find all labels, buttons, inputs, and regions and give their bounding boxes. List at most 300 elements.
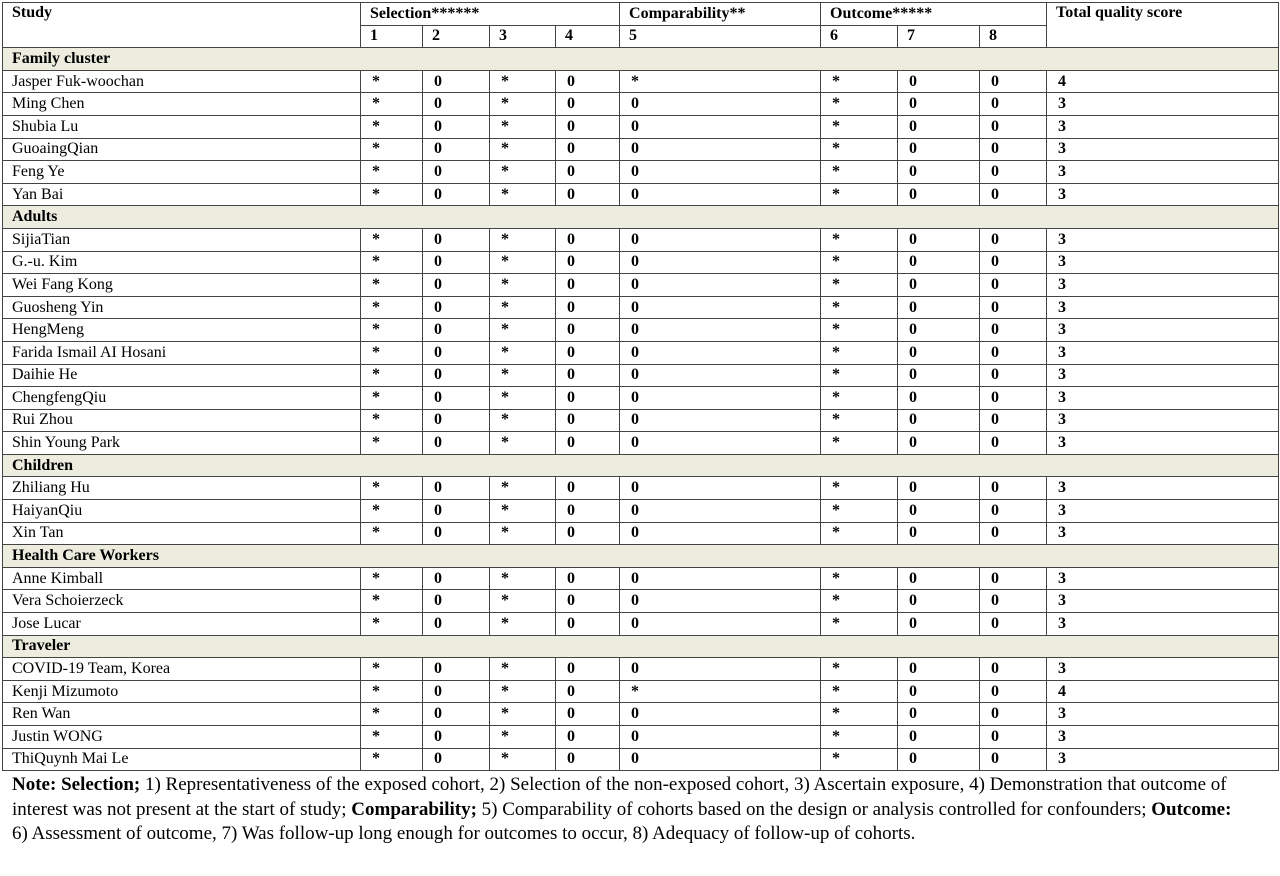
criterion-2-cell: 0 <box>423 748 490 771</box>
criterion-5-cell: 0 <box>620 387 821 410</box>
table-row <box>3 432 1279 455</box>
criterion-4-cell: 0 <box>556 522 620 545</box>
criterion-8-cell: 0 <box>980 364 1047 387</box>
table-row <box>3 183 1279 206</box>
criterion-5-cell: 0 <box>620 613 821 636</box>
criterion-8-cell: 0 <box>980 183 1047 206</box>
criterion-1-cell: * <box>361 409 423 432</box>
criterion-2-cell: 0 <box>423 613 490 636</box>
criterion-7-cell: 0 <box>898 228 980 251</box>
group-row <box>3 48 1279 71</box>
criterion-1-cell: * <box>361 93 423 116</box>
criterion-6-cell: * <box>821 432 898 455</box>
criterion-3-cell: * <box>490 364 556 387</box>
subheader-5: 5 <box>620 25 821 48</box>
table-row <box>3 364 1279 387</box>
total-score-cell: 3 <box>1047 274 1279 297</box>
criterion-2-cell: 0 <box>423 500 490 523</box>
total-score-cell: 3 <box>1047 364 1279 387</box>
criterion-3-cell: * <box>490 613 556 636</box>
criterion-8-cell: 0 <box>980 613 1047 636</box>
criterion-8-cell: 0 <box>980 726 1047 749</box>
criterion-1-cell: * <box>361 432 423 455</box>
table-row <box>3 296 1279 319</box>
criterion-8-cell: 0 <box>980 228 1047 251</box>
criterion-5-cell: 0 <box>620 409 821 432</box>
criterion-7-cell: 0 <box>898 70 980 93</box>
criterion-3-cell: * <box>490 319 556 342</box>
criterion-7-cell: 0 <box>898 319 980 342</box>
study-name: Wei Fang Kong <box>3 274 361 297</box>
criterion-2-cell: 0 <box>423 228 490 251</box>
study-name: Anne Kimball <box>3 567 361 590</box>
criterion-8-cell: 0 <box>980 319 1047 342</box>
criterion-7-cell: 0 <box>898 138 980 161</box>
criterion-1-cell: * <box>361 613 423 636</box>
criterion-6-cell: * <box>821 477 898 500</box>
criterion-7-cell: 0 <box>898 658 980 681</box>
criterion-2-cell: 0 <box>423 115 490 138</box>
criterion-6-cell: * <box>821 183 898 206</box>
criterion-7-cell: 0 <box>898 432 980 455</box>
group-label: Traveler <box>3 635 1279 658</box>
criterion-3-cell: * <box>490 138 556 161</box>
criterion-4-cell: 0 <box>556 567 620 590</box>
criterion-4-cell: 0 <box>556 703 620 726</box>
criterion-5-cell: 0 <box>620 567 821 590</box>
criterion-2-cell: 0 <box>423 680 490 703</box>
criterion-3-cell: * <box>490 658 556 681</box>
total-score-cell: 3 <box>1047 228 1279 251</box>
criterion-8-cell: 0 <box>980 409 1047 432</box>
criterion-6-cell: * <box>821 251 898 274</box>
criterion-6-cell: * <box>821 680 898 703</box>
criterion-1-cell: * <box>361 296 423 319</box>
study-name: Shubia Lu <box>3 115 361 138</box>
study-name: ThiQuynh Mai Le <box>3 748 361 771</box>
criterion-1-cell: * <box>361 590 423 613</box>
criterion-3-cell: * <box>490 251 556 274</box>
criterion-6-cell: * <box>821 703 898 726</box>
criterion-4-cell: 0 <box>556 387 620 410</box>
criterion-5-cell: 0 <box>620 500 821 523</box>
criterion-3-cell: * <box>490 161 556 184</box>
criterion-1-cell: * <box>361 703 423 726</box>
criterion-3-cell: * <box>490 70 556 93</box>
criterion-2-cell: 0 <box>423 387 490 410</box>
total-score-cell: 3 <box>1047 138 1279 161</box>
table-row <box>3 70 1279 93</box>
header-total-quality-score: Total quality score <box>1047 3 1279 48</box>
header-selection: Selection****** <box>361 3 620 26</box>
criterion-7-cell: 0 <box>898 341 980 364</box>
criterion-6-cell: * <box>821 93 898 116</box>
criterion-6-cell: * <box>821 409 898 432</box>
criterion-6-cell: * <box>821 500 898 523</box>
criterion-4-cell: 0 <box>556 183 620 206</box>
total-score-cell: 3 <box>1047 522 1279 545</box>
group-row <box>3 635 1279 658</box>
criterion-1-cell: * <box>361 115 423 138</box>
table-row <box>3 161 1279 184</box>
table-row <box>3 590 1279 613</box>
criterion-5-cell: 0 <box>620 251 821 274</box>
group-label: Adults <box>3 206 1279 229</box>
criterion-2-cell: 0 <box>423 567 490 590</box>
study-name: HengMeng <box>3 319 361 342</box>
subheader-1: 1 <box>361 25 423 48</box>
criterion-1-cell: * <box>361 138 423 161</box>
criterion-1-cell: * <box>361 477 423 500</box>
criterion-8-cell: 0 <box>980 703 1047 726</box>
note-comparability-text: 5) Comparability of cohorts based on the design or analysis controlled for confounders; <box>476 798 1152 820</box>
criterion-6-cell: * <box>821 748 898 771</box>
criterion-6-cell: * <box>821 658 898 681</box>
criterion-4-cell: 0 <box>556 274 620 297</box>
table-row <box>3 274 1279 297</box>
study-name: Feng Ye <box>3 161 361 184</box>
criterion-4-cell: 0 <box>556 228 620 251</box>
criterion-7-cell: 0 <box>898 364 980 387</box>
total-score-cell: 3 <box>1047 726 1279 749</box>
study-name: SijiaTian <box>3 228 361 251</box>
criterion-3-cell: * <box>490 341 556 364</box>
criterion-5-cell: * <box>620 70 821 93</box>
total-score-cell: 3 <box>1047 251 1279 274</box>
criterion-2-cell: 0 <box>423 364 490 387</box>
criterion-8-cell: 0 <box>980 477 1047 500</box>
criterion-7-cell: 0 <box>898 251 980 274</box>
criterion-7-cell: 0 <box>898 613 980 636</box>
criterion-3-cell: * <box>490 274 556 297</box>
criterion-2-cell: 0 <box>423 341 490 364</box>
criterion-8-cell: 0 <box>980 522 1047 545</box>
subheader-7: 7 <box>898 25 980 48</box>
criterion-1-cell: * <box>361 567 423 590</box>
criterion-2-cell: 0 <box>423 93 490 116</box>
table-row <box>3 409 1279 432</box>
criterion-8-cell: 0 <box>980 658 1047 681</box>
criterion-1-cell: * <box>361 228 423 251</box>
note-selection-label: Selection; <box>61 774 141 796</box>
criterion-1-cell: * <box>361 726 423 749</box>
study-name: Rui Zhou <box>3 409 361 432</box>
criterion-5-cell: 0 <box>620 658 821 681</box>
criterion-8-cell: 0 <box>980 567 1047 590</box>
criterion-3-cell: * <box>490 296 556 319</box>
group-row <box>3 206 1279 229</box>
total-score-cell: 3 <box>1047 590 1279 613</box>
criterion-1-cell: * <box>361 341 423 364</box>
table-row <box>3 341 1279 364</box>
study-name: Daihie He <box>3 364 361 387</box>
total-score-cell: 3 <box>1047 613 1279 636</box>
criterion-4-cell: 0 <box>556 251 620 274</box>
criterion-5-cell: 0 <box>620 138 821 161</box>
total-score-cell: 3 <box>1047 296 1279 319</box>
criterion-5-cell: 0 <box>620 703 821 726</box>
criterion-3-cell: * <box>490 522 556 545</box>
criterion-1-cell: * <box>361 319 423 342</box>
criterion-7-cell: 0 <box>898 477 980 500</box>
criterion-6-cell: * <box>821 590 898 613</box>
criterion-1-cell: * <box>361 183 423 206</box>
study-name: Kenji Mizumoto <box>3 680 361 703</box>
criterion-3-cell: * <box>490 748 556 771</box>
header-row <box>3 3 1279 26</box>
criterion-6-cell: * <box>821 228 898 251</box>
criterion-7-cell: 0 <box>898 296 980 319</box>
criterion-5-cell: 0 <box>620 477 821 500</box>
table-row <box>3 613 1279 636</box>
criterion-1-cell: * <box>361 680 423 703</box>
note-selection-text: 1) Representativeness of the exposed cohort, 2) Selection of the non-exposed cohort, 3) Ascertain exposure, 4) Demonstration that outcome of interest was not present at the start of study; <box>12 774 1227 820</box>
criterion-7-cell: 0 <box>898 183 980 206</box>
criterion-1-cell: * <box>361 748 423 771</box>
criterion-7-cell: 0 <box>898 680 980 703</box>
criterion-2-cell: 0 <box>423 522 490 545</box>
criterion-1-cell: * <box>361 274 423 297</box>
table-row <box>3 319 1279 342</box>
criterion-1-cell: * <box>361 251 423 274</box>
study-name: Jasper Fuk-woochan <box>3 70 361 93</box>
criterion-6-cell: * <box>821 161 898 184</box>
criterion-7-cell: 0 <box>898 703 980 726</box>
study-name: Ming Chen <box>3 93 361 116</box>
study-name: G.-u. Kim <box>3 251 361 274</box>
criterion-2-cell: 0 <box>423 183 490 206</box>
criterion-7-cell: 0 <box>898 500 980 523</box>
table-row <box>3 115 1279 138</box>
criterion-5-cell: * <box>620 680 821 703</box>
group-row <box>3 545 1279 568</box>
note-label: Note: <box>12 774 57 796</box>
total-score-cell: 3 <box>1047 432 1279 455</box>
criterion-6-cell: * <box>821 296 898 319</box>
criterion-1-cell: * <box>361 387 423 410</box>
criterion-1-cell: * <box>361 658 423 681</box>
study-name: Vera Schoierzeck <box>3 590 361 613</box>
header-outcome: Outcome***** <box>821 3 1047 26</box>
table-row <box>3 251 1279 274</box>
criterion-8-cell: 0 <box>980 590 1047 613</box>
total-score-cell: 3 <box>1047 500 1279 523</box>
table-row <box>3 228 1279 251</box>
study-name: Jose Lucar <box>3 613 361 636</box>
header-study: Study <box>3 3 361 48</box>
criterion-7-cell: 0 <box>898 726 980 749</box>
table-row <box>3 500 1279 523</box>
criterion-4-cell: 0 <box>556 726 620 749</box>
criterion-5-cell: 0 <box>620 161 821 184</box>
study-name: Farida Ismail AI Hosani <box>3 341 361 364</box>
criterion-1-cell: * <box>361 161 423 184</box>
criterion-5-cell: 0 <box>620 296 821 319</box>
study-name: GuoaingQian <box>3 138 361 161</box>
criterion-5-cell: 0 <box>620 319 821 342</box>
total-score-cell: 3 <box>1047 115 1279 138</box>
criterion-6-cell: * <box>821 341 898 364</box>
criterion-4-cell: 0 <box>556 590 620 613</box>
criterion-2-cell: 0 <box>423 138 490 161</box>
total-score-cell: 3 <box>1047 703 1279 726</box>
criterion-6-cell: * <box>821 70 898 93</box>
group-label: Children <box>3 454 1279 477</box>
criterion-7-cell: 0 <box>898 522 980 545</box>
criterion-7-cell: 0 <box>898 748 980 771</box>
table-row <box>3 567 1279 590</box>
total-score-cell: 3 <box>1047 387 1279 410</box>
criterion-2-cell: 0 <box>423 726 490 749</box>
criterion-8-cell: 0 <box>980 341 1047 364</box>
criterion-8-cell: 0 <box>980 93 1047 116</box>
criterion-8-cell: 0 <box>980 500 1047 523</box>
study-name: Xin Tan <box>3 522 361 545</box>
criterion-3-cell: * <box>490 228 556 251</box>
criterion-5-cell: 0 <box>620 93 821 116</box>
study-name: Shin Young Park <box>3 432 361 455</box>
criterion-8-cell: 0 <box>980 274 1047 297</box>
group-label: Family cluster <box>3 48 1279 71</box>
total-score-cell: 3 <box>1047 93 1279 116</box>
criterion-4-cell: 0 <box>556 115 620 138</box>
criterion-5-cell: 0 <box>620 274 821 297</box>
total-score-cell: 3 <box>1047 748 1279 771</box>
criterion-4-cell: 0 <box>556 409 620 432</box>
criterion-3-cell: * <box>490 680 556 703</box>
criterion-7-cell: 0 <box>898 409 980 432</box>
criterion-7-cell: 0 <box>898 115 980 138</box>
criterion-2-cell: 0 <box>423 658 490 681</box>
table-row <box>3 748 1279 771</box>
criterion-6-cell: * <box>821 274 898 297</box>
criterion-5-cell: 0 <box>620 748 821 771</box>
criterion-8-cell: 0 <box>980 161 1047 184</box>
criterion-2-cell: 0 <box>423 432 490 455</box>
criterion-6-cell: * <box>821 522 898 545</box>
criterion-7-cell: 0 <box>898 93 980 116</box>
total-score-cell: 3 <box>1047 409 1279 432</box>
criterion-5-cell: 0 <box>620 228 821 251</box>
criterion-2-cell: 0 <box>423 409 490 432</box>
criterion-6-cell: * <box>821 138 898 161</box>
criterion-4-cell: 0 <box>556 432 620 455</box>
criterion-5-cell: 0 <box>620 522 821 545</box>
total-score-cell: 3 <box>1047 567 1279 590</box>
criterion-6-cell: * <box>821 567 898 590</box>
criterion-4-cell: 0 <box>556 296 620 319</box>
note-outcome-label: Outcome: <box>1151 798 1232 820</box>
criterion-3-cell: * <box>490 500 556 523</box>
criterion-4-cell: 0 <box>556 138 620 161</box>
study-name: HaiyanQiu <box>3 500 361 523</box>
criterion-4-cell: 0 <box>556 341 620 364</box>
criterion-3-cell: * <box>490 726 556 749</box>
note-comparability-label: Comparability; <box>351 798 477 820</box>
criterion-7-cell: 0 <box>898 387 980 410</box>
criterion-8-cell: 0 <box>980 138 1047 161</box>
criterion-2-cell: 0 <box>423 251 490 274</box>
criterion-3-cell: * <box>490 703 556 726</box>
subheader-6: 6 <box>821 25 898 48</box>
table-row <box>3 477 1279 500</box>
criterion-3-cell: * <box>490 387 556 410</box>
criterion-8-cell: 0 <box>980 296 1047 319</box>
criterion-2-cell: 0 <box>423 161 490 184</box>
total-score-cell: 4 <box>1047 70 1279 93</box>
criterion-1-cell: * <box>361 522 423 545</box>
criterion-7-cell: 0 <box>898 590 980 613</box>
study-name: Yan Bai <box>3 183 361 206</box>
table-row <box>3 387 1279 410</box>
criterion-8-cell: 0 <box>980 115 1047 138</box>
total-score-cell: 3 <box>1047 477 1279 500</box>
criterion-2-cell: 0 <box>423 319 490 342</box>
criterion-1-cell: * <box>361 70 423 93</box>
criterion-3-cell: * <box>490 409 556 432</box>
subheader-8: 8 <box>980 25 1047 48</box>
criterion-3-cell: * <box>490 93 556 116</box>
criterion-6-cell: * <box>821 115 898 138</box>
criterion-3-cell: * <box>490 590 556 613</box>
criterion-5-cell: 0 <box>620 115 821 138</box>
note-outcome-text: 6) Assessment of outcome, 7) Was follow-up long enough for outcomes to occur, 8) Adequacy of follow-up of cohorts. <box>12 823 916 845</box>
total-score-cell: 3 <box>1047 183 1279 206</box>
study-name: Justin WONG <box>3 726 361 749</box>
study-name: ChengfengQiu <box>3 387 361 410</box>
total-score-cell: 3 <box>1047 658 1279 681</box>
total-score-cell: 3 <box>1047 341 1279 364</box>
criterion-2-cell: 0 <box>423 703 490 726</box>
group-row <box>3 454 1279 477</box>
criterion-4-cell: 0 <box>556 319 620 342</box>
quality-score-table <box>2 2 1279 771</box>
study-name: Zhiliang Hu <box>3 477 361 500</box>
criterion-8-cell: 0 <box>980 251 1047 274</box>
study-name: Guosheng Yin <box>3 296 361 319</box>
group-label: Health Care Workers <box>3 545 1279 568</box>
table-body <box>3 48 1279 771</box>
criterion-2-cell: 0 <box>423 70 490 93</box>
criterion-5-cell: 0 <box>620 432 821 455</box>
quality-assessment-document <box>2 2 1278 847</box>
table-row <box>3 93 1279 116</box>
total-score-cell: 4 <box>1047 680 1279 703</box>
criterion-4-cell: 0 <box>556 477 620 500</box>
table-row <box>3 522 1279 545</box>
subheader-4: 4 <box>556 25 620 48</box>
criterion-4-cell: 0 <box>556 613 620 636</box>
criterion-8-cell: 0 <box>980 387 1047 410</box>
criterion-6-cell: * <box>821 319 898 342</box>
criterion-5-cell: 0 <box>620 726 821 749</box>
criterion-4-cell: 0 <box>556 658 620 681</box>
criterion-2-cell: 0 <box>423 590 490 613</box>
study-name: Ren Wan <box>3 703 361 726</box>
criterion-7-cell: 0 <box>898 567 980 590</box>
criterion-8-cell: 0 <box>980 70 1047 93</box>
table-row <box>3 703 1279 726</box>
criterion-5-cell: 0 <box>620 183 821 206</box>
criterion-3-cell: * <box>490 477 556 500</box>
criterion-7-cell: 0 <box>898 161 980 184</box>
table-row <box>3 138 1279 161</box>
criterion-3-cell: * <box>490 115 556 138</box>
criterion-4-cell: 0 <box>556 93 620 116</box>
criterion-3-cell: * <box>490 183 556 206</box>
criterion-6-cell: * <box>821 387 898 410</box>
table-row <box>3 680 1279 703</box>
